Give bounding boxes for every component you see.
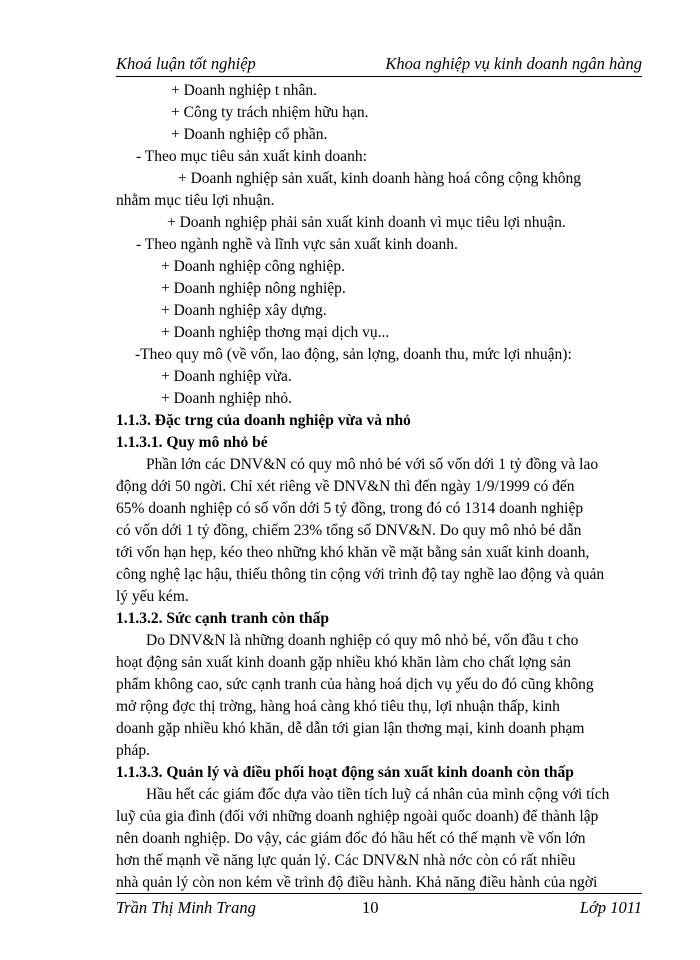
paragraph-line: pháp. [116,742,151,759]
subsection-heading: 1.1.3.3. Quản lý và điều phối hoạt động sản xuất kinh doanh còn thấp [116,764,574,781]
document-body [116,80,642,894]
subsection-heading: 1.1.3.2. Sức cạnh tranh còn thấp [116,610,329,627]
list-heading: - Theo mục tiêu sản xuất kinh doanh: [136,148,367,165]
subsection-heading: 1.1.3.1. Quy mô nhỏ bé [116,434,268,451]
paragraph-line: hoạt động sản xuất kinh doanh gặp nhiều khó khăn làm cho chất lợng sản [116,654,572,671]
list-item: + Doanh nghiệp phải sản xuất kinh doanh vì mục tiêu lợi nhuận. [167,214,566,231]
paragraph-line: Hầu hết các giám đốc dựa vào tiền tích luỹ cá nhân của mình cộng với tích [146,786,610,803]
list-item: + Doanh nghiệp nhỏ. [161,390,293,407]
list-heading: - Theo ngành nghề và lĩnh vực sản xuất kinh doanh. [136,236,458,253]
paragraph-line: tới vốn hạn hẹp, kéo theo những khó khăn về mặt bằng sản xuất kinh doanh, [116,544,590,561]
paragraph-line: lý yếu kém. [116,588,189,605]
list-item: + Doanh nghiệp sản xuất, kinh doanh hàng hoá công cộng không [178,170,582,187]
paragraph-line: doanh gặp nhiều khó khăn, dễ dẫn tới gian lận thơng mại, kinh doanh phạm [116,720,585,737]
footer-class: Lớp 1011 [579,898,642,917]
list-item: + Doanh nghiệp vừa. [161,368,292,385]
paragraph-line: Do DNV&N là những doanh nghiệp có quy mô nhỏ bé, vốn đầu t cho [146,632,579,649]
list-item: + Doanh nghiệp xây dựng. [161,302,327,319]
list-item: + Công ty trách nhiệm hữu hạn. [171,104,369,121]
paragraph-line: mở rộng đợc thị trờng, hàng hoá càng khó tiêu thụ, lợi nhuận thấp, kinh [116,698,560,715]
list-item: + Doanh nghiệp t nhân. [171,82,318,99]
list-heading: -Theo quy mô (về vốn, lao động, sản lợng, doanh thu, mức lợi nhuận): [135,346,572,363]
paragraph-line: hơn thế mạnh về năng lực quản lý. Các DNV&N nhà nớc còn có rất nhiều [116,852,576,869]
paragraph-line: công nghệ lạc hậu, thiếu thông tin cộng với trình độ tay nghề lao động và quản [116,566,605,583]
header-right: Khoa nghiệp vụ kinh doanh ngân hàng [385,54,642,73]
paragraph-line: nhà quản lý còn non kém về trình độ điều hành. Khả năng điều hành của ngời [116,874,598,891]
list-item: + Doanh nghiệp công nghiệp. [161,258,345,275]
page-footer [116,893,642,920]
paragraph-line: phẩm không cao, sức cạnh tranh của hàng hoá dịch vụ yếu do đó cũng không [116,676,594,693]
paragraph-line: luỹ của gia đình (đối với những doanh nghiệp ngoài quốc doanh) để thành lập [116,808,599,825]
section-heading: 1.1.3. Đặc trng của doanh nghiệp vừa và nhỏ [116,412,411,429]
paragraph-line: nên doanh nghiệp. Do vậy, các giám đốc đó hầu hết có thế mạnh về vốn lớn [116,830,586,847]
list-item-continuation: nhằm mục tiêu lợi nhuận. [116,192,275,209]
paragraph-line: động dới 50 ngời. Chỉ xét riêng về DNV&N thì đến ngày 1/9/1999 có đến [116,478,575,495]
list-item: + Doanh nghiệp cổ phần. [171,126,328,143]
header-left: Khoá luận tốt nghiệp [116,54,256,73]
list-item: + Doanh nghiệp nông nghiệp. [161,280,346,297]
paragraph-line: Phần lớn các DNV&N có quy mô nhỏ bé với số vốn dới 1 tỷ đồng và lao [146,456,599,473]
paragraph-line: 65% doanh nghiệp có số vốn dới 5 tỷ đồng, trong đó có 1314 doanh nghiệp [116,500,584,517]
page-number: 10 [362,898,379,917]
page-header [116,46,642,77]
paragraph-line: có vốn dới 1 tỷ đồng, chiếm 23% tổng số DNV&N. Do quy mô nhỏ bé dẫn [116,522,582,539]
footer-author: Trần Thị Minh Trang [116,898,256,917]
list-item: + Doanh nghiệp thơng mại dịch vụ... [161,324,390,341]
